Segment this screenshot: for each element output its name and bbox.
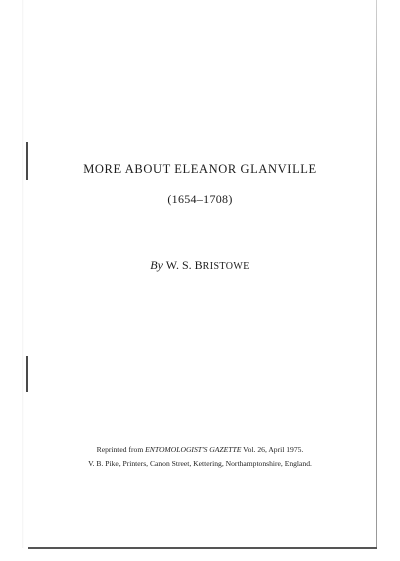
reprint-line (24, 443, 376, 457)
byline-author-rest: RISTOWE (202, 261, 250, 272)
printer-line: V. B. Pike, Printers, Canon Street, Kettering, Northamptonshire, England. (88, 459, 312, 468)
page-right-edge (376, 0, 377, 548)
document-title: MORE ABOUT ELEANOR GLANVILLE (83, 162, 317, 176)
byline-author-initials: W. S. B (165, 258, 203, 272)
author-byline (24, 258, 376, 273)
journal-name: ENTOMOLOGIST'S GAZETTE (145, 445, 242, 454)
reprint-footer (24, 443, 376, 471)
page-bottom-edge (28, 547, 377, 549)
reprint-suffix: Vol. 26, April 1975. (243, 445, 304, 454)
binding-mark-bottom (26, 356, 28, 392)
byline-prefix: By (150, 258, 163, 272)
document-dates: (1654–1708) (167, 192, 233, 206)
reprint-prefix: Reprinted from (96, 445, 144, 454)
